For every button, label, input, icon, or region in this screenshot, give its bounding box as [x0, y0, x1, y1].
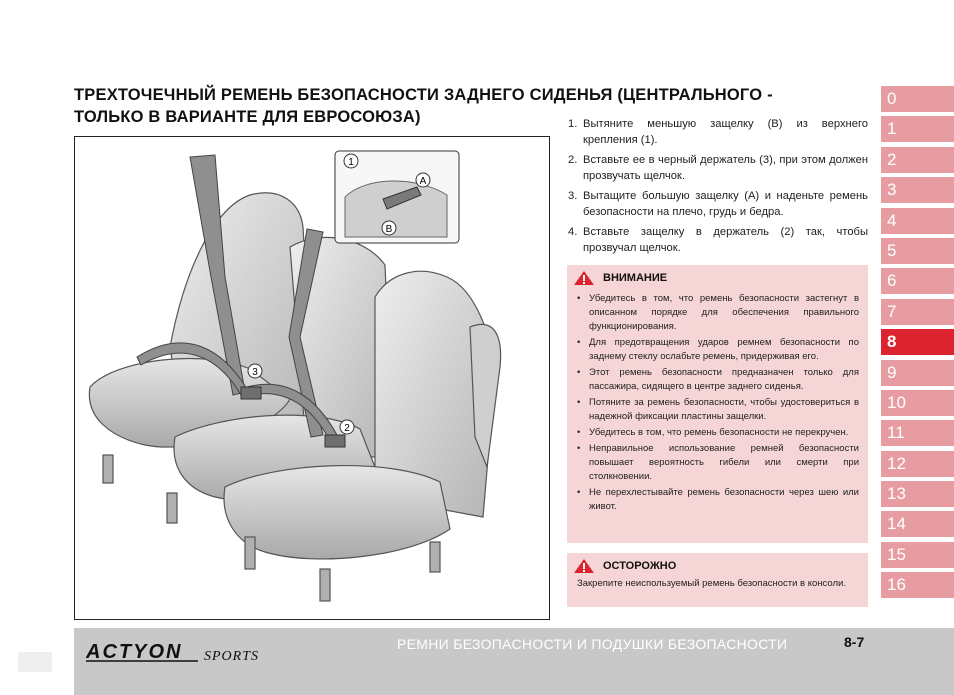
chapter-tab-1[interactable]: 1	[881, 116, 954, 142]
page-number: 8-7	[844, 634, 865, 650]
step-item: 3. Вытащите большую защелку (A) и наденьте ремень безопасности на плечо, грудь и бедра.	[568, 190, 868, 218]
chapter-tab-3[interactable]: 3	[881, 177, 954, 203]
chapter-tab-6[interactable]: 6	[881, 268, 954, 294]
warning-item: • Потяните за ремень безопасности, чтобы удостовериться в надежной фиксации пластины защелки.	[577, 397, 859, 422]
chapter-tab-9[interactable]: 9	[881, 360, 954, 386]
callout-2-label: 2	[344, 423, 350, 434]
chapter-tab-10[interactable]: 10	[881, 390, 954, 416]
warning-item: • Для предотвращения ударов ремнем безопасности по заднему стеклу ослабьте ремень, придерживая его.	[577, 337, 859, 362]
caution-title: ОСТОРОЖНО	[603, 560, 677, 572]
caution-text: Закрепите неиспользуемый ремень безопасности в консоли.	[577, 578, 846, 589]
instruction-steps	[568, 117, 868, 261]
warning-item: • Не перехлестывайте ремень безопасности через шею или живот.	[577, 487, 859, 512]
step-item: 4. Вставьте защелку в держатель (2) так, чтобы прозвучал щелчок.	[568, 226, 868, 254]
svg-text:SPORTS: SPORTS	[204, 649, 259, 664]
chapter-tab-14[interactable]: 14	[881, 511, 954, 537]
right-cushion	[224, 466, 450, 559]
warning-item: • Убедитесь в том, что ремень безопасности не перекручен.	[577, 427, 849, 438]
step-item: 1. Вытяните меньшую защелку (B) из верхнего крепления (1).	[568, 118, 868, 146]
chapter-tabs	[881, 86, 954, 603]
caution-box	[567, 553, 868, 607]
caution-triangle-icon	[573, 558, 595, 574]
footer-section-title: РЕМНИ БЕЗОПАСНОСТИ И ПОДУШКИ БЕЗОПАСНОСТИ	[397, 636, 788, 652]
step-item: 2. Вставьте ее в черный держатель (3), при этом должен прозвучать щелчок.	[568, 154, 868, 182]
page-footer	[74, 628, 954, 695]
chapter-tab-11[interactable]: 11	[881, 420, 954, 446]
warning-title: ВНИМАНИЕ	[603, 272, 668, 284]
chapter-tab-7[interactable]: 7	[881, 299, 954, 325]
warning-item: • Этот ремень безопасности предназначен только для пассажира, сидящего в центре заднего сиденья.	[577, 367, 859, 392]
chapter-tab-4[interactable]: 4	[881, 208, 954, 234]
chapter-tab-12[interactable]: 12	[881, 451, 954, 477]
chapter-tab-13[interactable]: 13	[881, 481, 954, 507]
svg-text:ACTYON: ACTYON	[86, 641, 183, 663]
page-title: ТРЕХТОЧЕЧНЫЙ РЕМЕНЬ БЕЗОПАСНОСТИ ЗАДНЕГО СИДЕНЬЯ (ЦЕНТРАЛЬНОГО - ТОЛЬКО В ВАРИАНТЕ ДЛЯ ЕВРОСОЮЗА)	[74, 86, 773, 126]
callout-3-label: 3	[252, 367, 258, 378]
chapter-tab-15[interactable]: 15	[881, 542, 954, 568]
warning-triangle-icon	[573, 270, 595, 286]
chapter-tab-2[interactable]: 2	[881, 147, 954, 173]
buckle-3	[241, 387, 261, 399]
warning-item: • Убедитесь в том, что ремень безопасности застегнут в описанном порядке для обеспечения правильного функционирования.	[577, 293, 859, 332]
rear-seat-drawing	[75, 137, 550, 620]
callout-b-label: B	[385, 224, 393, 235]
callout-a-label: A	[419, 176, 427, 187]
chapter-tab-16[interactable]: 16	[881, 572, 954, 598]
chapter-tab-0[interactable]: 0	[881, 86, 954, 112]
callout-1-label: 1	[348, 157, 354, 168]
warning-item: • Неправильное использование ремней безопасности повышает вероятность гибели или смерти при столкновении.	[577, 443, 859, 482]
chapter-tab-8-active[interactable]: 8	[881, 329, 954, 355]
chapter-tab-5[interactable]: 5	[881, 238, 954, 264]
warning-box	[567, 265, 868, 543]
corner-mark	[18, 652, 52, 672]
actyon-sports-logo	[86, 638, 306, 664]
buckle-2	[325, 435, 345, 447]
seat-belt-illustration	[74, 136, 550, 620]
